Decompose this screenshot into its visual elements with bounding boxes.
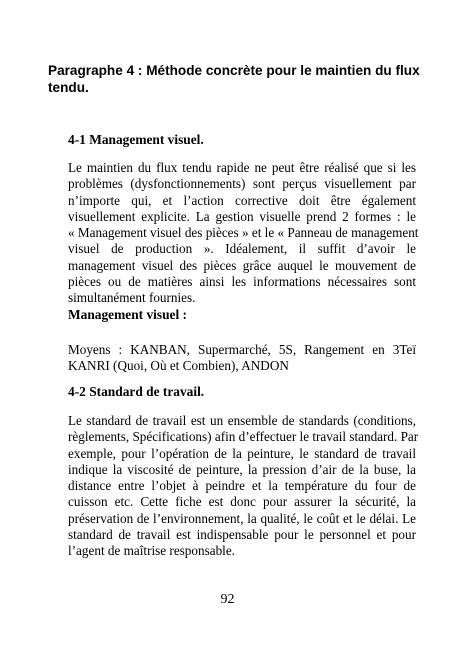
paragraph-moyens (68, 342, 416, 375)
paragraph-line: distance entre l’objet à peindre et la température du four de (68, 478, 416, 494)
paragraph-line: n’importe qui, et l’action corrective doit être également (68, 192, 416, 208)
paragraph-line: visuel de production ». Idéalement, il suffit d’avoir le (68, 241, 416, 257)
page-number: 92 (220, 592, 235, 607)
paragraph-line: exemple, pour l’opération de la peinture, le standard de travail (68, 445, 416, 461)
paragraph-line: visuellement explicite. La gestion visuelle prend 2 formes : le (68, 208, 416, 224)
paragraph-line: standard de travail est indispensable pour le personnel et pour (68, 527, 416, 543)
section-title-standard-de-travail: 4-2 Standard de travail. (68, 384, 205, 399)
paragraph-line: Moyens : KANBAN, Supermarché, 5S, Rangement en 3Teï (68, 342, 416, 357)
paragraph-management-visuel (68, 160, 419, 307)
paragraph-line: préservation de l’environnement, la qualité, le coût et le délai. Le (68, 510, 416, 526)
paragraph-line: cuisson etc. Cette fiche est donc pour assurer la sécurité, la (68, 494, 416, 510)
paragraph-line: pièces ou de matières ainsi les informations nécessaires sont (68, 274, 416, 290)
paragraph-line: problèmes (dysfonctionnements) sont perçus visuellement par (68, 176, 416, 192)
paragraph-line: l’agent de maîtrise responsable. (68, 543, 235, 559)
section-title-management-visuel: 4-1 Management visuel. (68, 132, 204, 147)
paragraph-line: simultanément fournies. (68, 290, 196, 306)
page-heading: Paragraphe 4 : Méthode concrète pour le maintien du flux tendu. (48, 63, 420, 95)
paragraph-standard-de-travail (68, 413, 419, 560)
paragraph-line: « Management visuel des pièces » et le « Panneau de management (68, 225, 419, 241)
paragraph-line: règlements, Spécifications) afin d’effectuer le travail standard. Par (68, 429, 419, 445)
paragraph-line: indique la viscosité de peinture, la pression d’air de la buse, la (68, 461, 416, 477)
paragraph-line: Le maintien du flux tendu rapide ne peut être réalisé que si les (68, 160, 416, 175)
subsection-title-management-visuel: Management visuel : (68, 307, 188, 322)
paragraph-line: Le standard de travail est un ensemble de standards (conditions, (68, 413, 416, 428)
paragraph-line: KANRI (Quoi, Où et Combien), ANDON (68, 358, 289, 374)
paragraph-line: management visuel des pièces grâce auquel le mouvement de (68, 257, 416, 273)
